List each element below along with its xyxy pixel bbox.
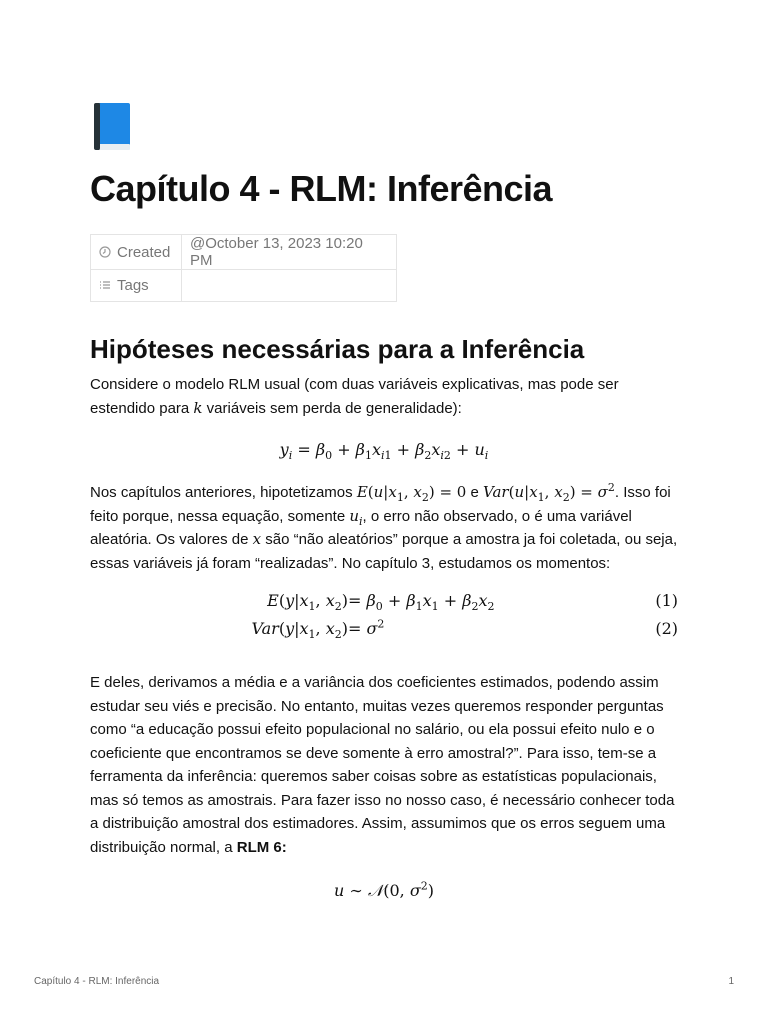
section-heading: Hipóteses necessárias para a Inferência bbox=[90, 334, 585, 364]
property-key-label: Created bbox=[117, 243, 171, 261]
math-k: k bbox=[193, 398, 203, 417]
math-x: x bbox=[252, 530, 262, 548]
equation-moments bbox=[90, 591, 678, 647]
page-footer bbox=[34, 976, 734, 990]
property-key-label: Tags bbox=[117, 277, 149, 294]
page-content bbox=[90, 100, 678, 901]
math-u-i: $u_i$ bbox=[349, 506, 363, 528]
property-key-created bbox=[91, 235, 182, 270]
equation-number-1: (1) bbox=[655, 591, 678, 610]
equation-normal-errors: u ∼ 𝒩(0, $\sigma^2$) bbox=[334, 879, 434, 900]
list-icon bbox=[99, 279, 111, 291]
equation-number-2: (2) bbox=[655, 619, 678, 638]
blue-book-icon bbox=[90, 100, 134, 154]
math-variance: $Var(u|x_1$, $x_2) = \sigma^2$ bbox=[483, 481, 615, 504]
math-expectation: $E(u|x_1$, $x_2) = 0$ bbox=[356, 483, 467, 504]
property-key-tags bbox=[91, 270, 182, 302]
properties-table bbox=[90, 234, 397, 302]
rlm6-label: RLM 6: bbox=[236, 838, 287, 856]
equation-model: $y_i = \beta_0 + \beta_1x_{i1} + \beta_2x_{i2} + u_i$ bbox=[279, 440, 489, 463]
property-row-created bbox=[91, 235, 397, 270]
equation-row-2: $Var(y|x_1$, $x_2$) = $\sigma^2$ (2) bbox=[251, 617, 678, 642]
equation-row-1: $E(y|x_1$, $x_2$) = $\beta_0 + \beta_1x_1 + \beta_2x_2$ (1) bbox=[267, 591, 678, 614]
page-title: Capítulo 4 - RLM: Inferência bbox=[90, 168, 553, 209]
paragraph-inference: E deles, derivamos a média e a variância dos coeficientes estimados, podendo assim estudar seu viés e precisão. No entanto, muitas vezes queremos responder perguntas como “a educação possui efeito populacional no salário, ou ela possui efeito nulo e o coeficiente que encontramos se deve somente à erro amostral?”. Para isso, tem-se a ferramenta da inferência: queremos saber coisas sobre as estatísticas populacionais, mas só temos as amostrais. Para fazer isso no nosso caso, é necessário conhecer toda a distribuição amostral dos estimadores. Assim, assumimos que os erros seguem uma distribuição normal, a RLM 6: bbox=[90, 674, 675, 856]
property-row-tags bbox=[91, 270, 397, 302]
created-date-value[interactable]: @October 13, 2023 10:20 PM bbox=[182, 235, 397, 270]
footer-title: Capítulo 4 - RLM: Inferência bbox=[34, 976, 160, 987]
tags-value[interactable] bbox=[182, 270, 397, 302]
paragraph-intro: Considere o modelo RLM usual (com duas variáveis explicativas, mas pode ser estendido para k variáveis sem perda de generalidade): bbox=[90, 376, 619, 417]
footer-page-number: 1 bbox=[728, 976, 734, 987]
clock-icon bbox=[99, 246, 111, 258]
paragraph-hypotheses: Nos capítulos anteriores, hipotetizamos $E(u|x_1$, $x_2) = 0$ e $Var(u|x_1$, $x_2) = \sigma^2$. Isso foi feito porque, nessa equação, somente $u_i$, o erro não observado, o é uma variável aleatória. Os valores de x são “não aleatórios” porque a amostra ja foi coletada, ou seja, essas variáveis já foram “realizadas”. No capítulo 3, estudamos os momentos: bbox=[90, 481, 678, 572]
